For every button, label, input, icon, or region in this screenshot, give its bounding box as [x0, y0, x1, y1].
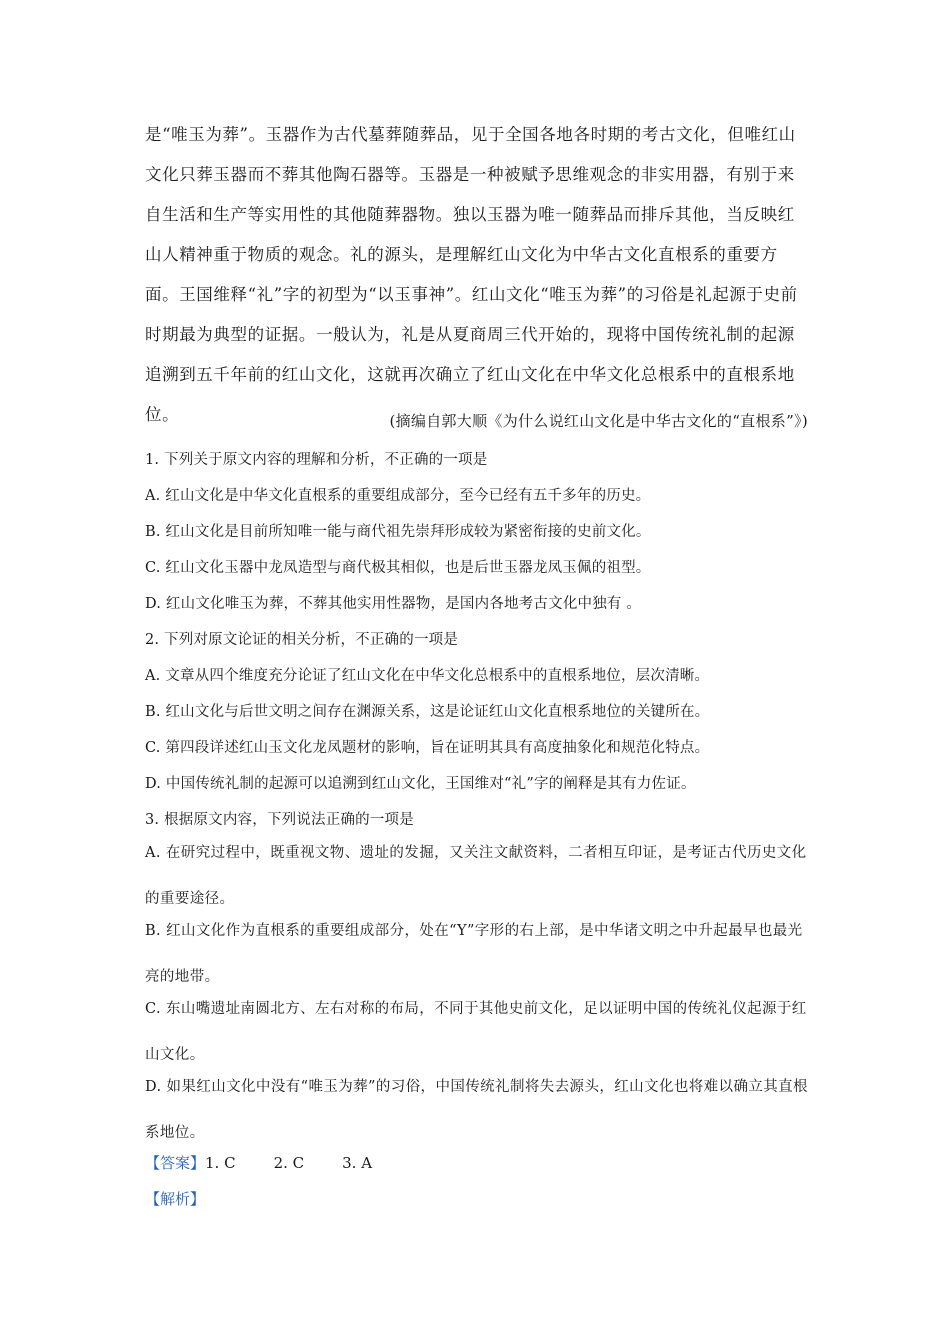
question-2-option-d: D. 中国传统礼制的起源可以追溯到红山文化，王国维对“礼”字的阐释是其有力佐证。 — [145, 776, 696, 792]
question-3-option-b: B. 红山文化作为直根系的重要组成部分，处在“Y”字形的右上部，是中华诸文明之中升起最早也最光亮的地带。 — [145, 923, 803, 985]
question-3-option-d: D. 如果红山文化中没有“唯玉为葬”的习俗，中国传统礼制将失去源头，红山文化也将难以确立其直根系地位。 — [145, 1079, 808, 1141]
answer-line — [145, 1152, 410, 1173]
answer-value-3: 3. A — [342, 1154, 373, 1172]
question-1-option-a: A. 红山文化是中华文化直根系的重要组成部分，至今已经有五千多年的历史。 — [145, 488, 651, 504]
question-1-stem: 1. 下列关于原文内容的理解和分析，不正确的一项是 — [145, 452, 488, 468]
question-2-stem: 2. 下列对原文论证的相关分析，不正确的一项是 — [145, 632, 459, 648]
passage-paragraph: 是“唯玉为葬”。玉器作为古代墓葬随葬品，见于全国各地各时期的考古文化，但唯红山文化只葬玉器而不葬其他陶石器等。玉器是一种被赋予思维观念的非实用器，有别于来自生活和生产等实用性的其他随葬器物。独以玉器为唯一随葬品而排斥其他，当反映红山人精神重于物质的观念。礼的源头，是理解红山文化为中华古文化直根系的重要方面。王国维释“礼”字的初型为“以玉事神”。红山文化“唯玉为葬”的习俗是礼起源于史前时期最为典型的证据。一般认为，礼是从夏商周三代开始的，现将中国传统礼制的起源追溯到五千年前的红山文化，这就再次确立了红山文化在中华文化总根系中的直根系地位。 — [145, 125, 798, 424]
question-1-option-c: C. 红山文化玉器中龙凤造型与商代极其相似，也是后世玉器龙凤玉佩的祖型。 — [145, 560, 651, 576]
passage-source: (摘编自郭大顺《为什么说红山文化是中华古文化的“直根系”》) — [389, 412, 808, 430]
question-1-option-b: B. 红山文化是目前所知唯一能与商代祖先崇拜形成较为紧密衔接的史前文化。 — [145, 524, 651, 540]
question-2-option-a: A. 文章从四个维度充分论证了红山文化在中华文化总根系中的直根系地位，层次清晰。 — [145, 668, 710, 684]
answer-label: 【答案】 — [145, 1154, 206, 1172]
answer-value-2: 2. C — [273, 1154, 305, 1172]
question-3-option-a: A. 在研究过程中，既重视文物、遗址的发掘，又关注文献资料，二者相互印证，是考证古代历史文化的重要途径。 — [145, 845, 807, 907]
question-1-option-d: D. 红山文化唯玉为葬，不葬其他实用性器物，是国内各地考古文化中独有 。 — [145, 596, 642, 612]
question-3-option-c: C. 东山嘴遗址南圆北方、左右对称的布局，不同于其他史前文化，足以证明中国的传统礼仪起源于红山文化。 — [145, 1001, 807, 1063]
question-3-stem: 3. 根据原文内容，下列说法正确的一项是 — [145, 812, 414, 828]
question-2-option-c: C. 第四段详述红山玉文化龙凤题材的影响，旨在证明其具有高度抽象化和规范化特点。 — [145, 740, 710, 756]
analysis-label: 【解析】 — [145, 1190, 206, 1208]
answer-value-1: 1. C — [205, 1154, 236, 1172]
question-2-option-b: B. 红山文化与后世文明之间存在渊源关系，这是论证红山文化直根系地位的关键所在。 — [145, 704, 710, 720]
